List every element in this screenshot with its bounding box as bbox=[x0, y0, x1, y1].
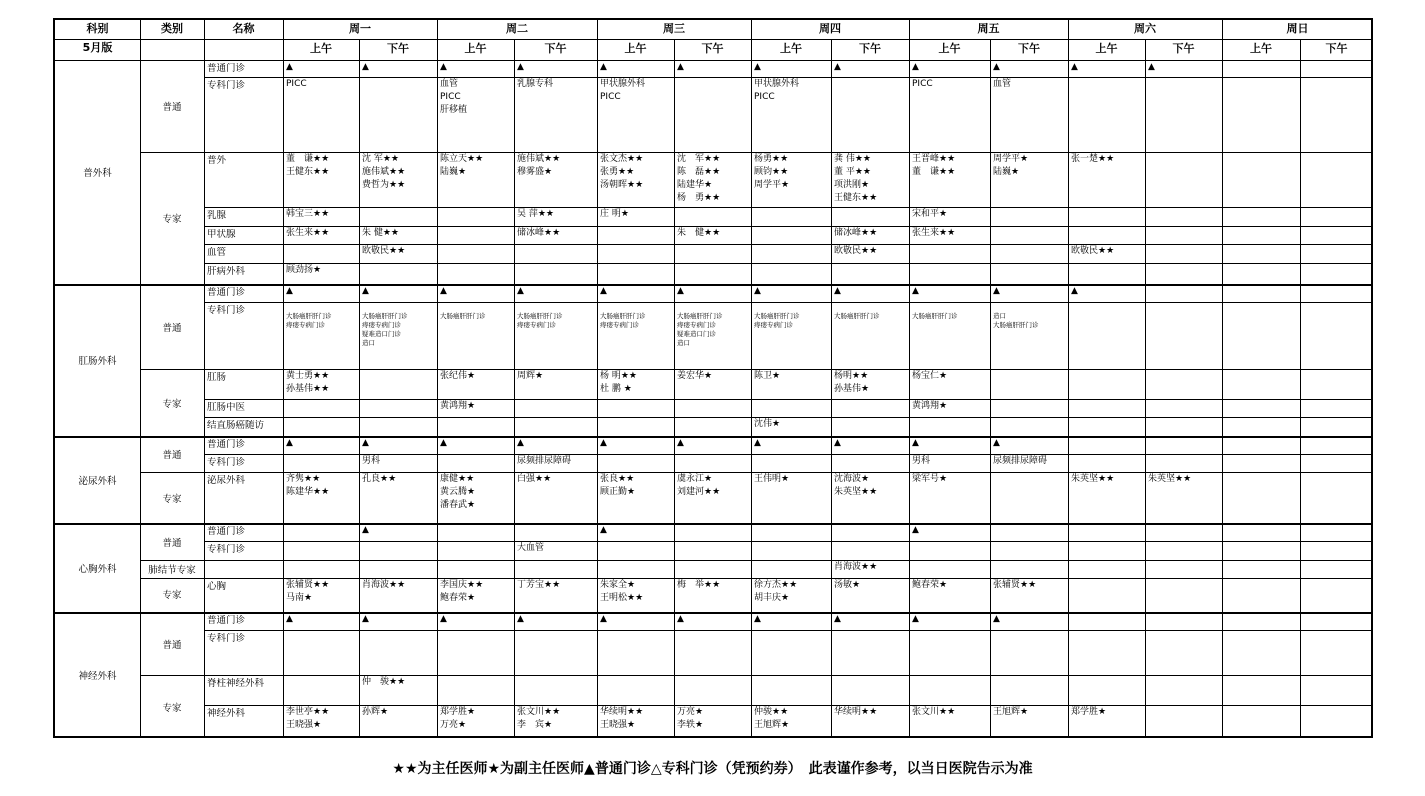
clinic-name: 专科门诊 bbox=[207, 633, 246, 644]
schedule-cell: 王晋峰★★ 董 谦★★ bbox=[912, 154, 956, 177]
schedule-cell: 肖海波★★ bbox=[362, 580, 406, 590]
schedule-cell: 吴 萍★★ bbox=[517, 209, 554, 219]
schedule-table bbox=[53, 18, 1373, 738]
schedule-cell: 欧敬民★★ bbox=[1071, 246, 1115, 256]
schedule-cell: ▲ bbox=[677, 438, 684, 448]
category-label: 专家 bbox=[162, 702, 182, 714]
schedule-cell: 王旭辉★ bbox=[993, 707, 1029, 717]
schedule-cell: 杨明★★ 孙基伟★ bbox=[834, 371, 870, 394]
schedule-cell: ▲ bbox=[993, 438, 1000, 448]
clinic-name: 专科门诊 bbox=[207, 305, 246, 316]
schedule-cell: ▲ bbox=[362, 525, 369, 535]
schedule-cell: 大肠癌肝肝门诊 痔瘘专病门诊 疑难造口门诊 造口 bbox=[362, 312, 408, 347]
schedule-cell: 血管 PICC 肝移植 bbox=[440, 79, 468, 115]
clinic-name: 专科门诊 bbox=[207, 544, 246, 555]
schedule-cell: ▲ bbox=[912, 614, 919, 624]
schedule-cell: 韩宝三★★ bbox=[286, 209, 330, 219]
header-version: 5月版 bbox=[82, 41, 113, 54]
schedule-cell: 沈 军★★ 施伟斌★★ 费哲为★★ bbox=[362, 154, 406, 190]
department-name: 普外科 bbox=[83, 168, 112, 179]
column-line bbox=[359, 39, 360, 738]
schedule-cell: ▲ bbox=[600, 525, 607, 535]
schedule-cell: 欧敬民★★ bbox=[362, 246, 406, 256]
category-label: 普通 bbox=[162, 322, 182, 334]
schedule-cell: ▲ bbox=[600, 62, 607, 72]
schedule-cell: 徐方杰★★ 胡丰庆★ bbox=[754, 580, 798, 603]
schedule-cell: ▲ bbox=[600, 614, 607, 624]
schedule-cell: 黄鸿翔★ bbox=[912, 401, 948, 411]
schedule-cell: ▲ bbox=[440, 62, 447, 72]
schedule-cell: ▲ bbox=[1148, 62, 1155, 72]
clinic-name: 甲状腺 bbox=[207, 229, 236, 240]
schedule-cell: 孙辉★ bbox=[362, 707, 389, 717]
category-label: 肺结节专家 bbox=[148, 565, 196, 576]
schedule-cell: 张文川★★ 李 宾★ bbox=[517, 707, 561, 730]
schedule-cell: 张生来★★ bbox=[286, 228, 330, 238]
column-line bbox=[1145, 39, 1146, 738]
schedule-cell: 尿频排尿障碍 bbox=[993, 456, 1048, 466]
am-header: 上午 bbox=[1095, 42, 1118, 55]
pm-header: 下午 bbox=[701, 42, 724, 55]
day-header: 周一 bbox=[349, 22, 371, 35]
schedule-cell: 宋和平★ bbox=[912, 209, 948, 219]
column-line bbox=[1300, 39, 1301, 738]
schedule-cell: 尿频排尿障碍 bbox=[517, 456, 572, 466]
schedule-cell: ▲ bbox=[834, 62, 841, 72]
schedule-cell: 顾劲扬★ bbox=[286, 265, 322, 275]
department-name: 神经外科 bbox=[78, 671, 117, 682]
schedule-cell: 梁军号★ bbox=[912, 474, 948, 484]
am-header: 上午 bbox=[938, 42, 961, 55]
schedule-cell: ▲ bbox=[993, 62, 1000, 72]
category-label: 普通 bbox=[162, 639, 182, 651]
pm-header: 下午 bbox=[387, 42, 409, 55]
schedule-cell: 万亮★ 李轶★ bbox=[677, 707, 704, 730]
am-header: 上午 bbox=[780, 42, 802, 55]
schedule-cell: 张文杰★★ 张勇★★ 汤朝晖★★ bbox=[600, 154, 644, 190]
schedule-cell: ▲ bbox=[440, 614, 447, 624]
schedule-cell: 郑学胜★ 万亮★ bbox=[440, 707, 476, 730]
clinic-name: 普通门诊 bbox=[207, 63, 246, 74]
clinic-name: 结直肠癌随访 bbox=[207, 420, 265, 431]
column-line bbox=[204, 20, 205, 738]
schedule-cell: 造口 大肠癌肝肝门诊 bbox=[993, 312, 1039, 329]
schedule-cell: 华续明★★ bbox=[834, 707, 878, 717]
category-label: 普通 bbox=[162, 450, 182, 461]
schedule-cell: 欧敬民★★ bbox=[834, 246, 878, 256]
schedule-cell: 张纪伟★ bbox=[440, 371, 476, 381]
schedule-cell: 乳腺专科 bbox=[517, 79, 554, 89]
header-name: 名称 bbox=[232, 22, 255, 35]
schedule-cell: 储冰峰★★ bbox=[517, 228, 561, 238]
schedule-cell: 大肠癌肝肝门诊 bbox=[912, 312, 958, 320]
schedule-cell: ▲ bbox=[362, 614, 369, 624]
schedule-cell: 朱英坚★★ bbox=[1071, 474, 1115, 484]
schedule-cell: ▲ bbox=[362, 438, 369, 448]
day-header: 周三 bbox=[663, 22, 685, 35]
clinic-name: 血管 bbox=[207, 247, 227, 258]
clinic-name: 心胸 bbox=[207, 581, 227, 592]
schedule-cell: 杨 明★★ 杜 鹏 ★ bbox=[600, 371, 637, 394]
schedule-cell: 张辅贤★★ 马南★ bbox=[286, 580, 330, 603]
am-header: 上午 bbox=[1250, 42, 1272, 55]
schedule-cell: 虞永江★ 刘建河★★ bbox=[677, 474, 721, 497]
day-header: 周五 bbox=[977, 22, 1000, 35]
schedule-cell: ▲ bbox=[834, 438, 841, 448]
clinic-name: 神经外科 bbox=[207, 708, 246, 719]
category-label: 普通 bbox=[162, 537, 182, 549]
schedule-cell: 姜宏华★ bbox=[677, 371, 713, 381]
schedule-cell: ▲ bbox=[286, 614, 293, 624]
schedule-cell: ▲ bbox=[754, 614, 761, 624]
schedule-cell: 大血管 bbox=[517, 543, 545, 553]
schedule-cell: ▲ bbox=[286, 286, 293, 296]
schedule-cell: ▲ bbox=[517, 62, 524, 72]
clinic-name: 专科门诊 bbox=[207, 457, 246, 468]
schedule-cell: ▲ bbox=[912, 62, 919, 72]
schedule-cell: 黄士勇★★ 孙基伟★★ bbox=[286, 371, 330, 394]
schedule-cell: ▲ bbox=[440, 286, 447, 296]
department-name: 肛肠外科 bbox=[78, 356, 117, 367]
schedule-cell: 张辅贤★★ bbox=[993, 580, 1037, 590]
schedule-cell: 沈伟★ bbox=[754, 419, 781, 429]
schedule-cell: 齐隽★★ 陈建华★★ bbox=[286, 474, 330, 497]
schedule-cell: 周辉★ bbox=[517, 371, 544, 381]
schedule-cell: ▲ bbox=[517, 614, 524, 624]
schedule-cell: 朱 健★★ bbox=[362, 228, 399, 238]
schedule-cell: 张一楚★★ bbox=[1071, 154, 1115, 164]
schedule-cell: 施伟斌★★ 穆雾盛★ bbox=[517, 154, 561, 177]
department-name: 泌尿外科 bbox=[78, 475, 117, 487]
schedule-cell: 大肠癌肝肝门诊 痔瘘专病门诊 疑难造口门诊 造口 bbox=[677, 312, 723, 347]
schedule-cell: 张文川★★ bbox=[912, 707, 956, 717]
category-label: 专家 bbox=[162, 214, 182, 225]
schedule-cell: 大肠癌肝肝门诊 痔瘘专病门诊 bbox=[517, 312, 563, 329]
day-header: 周二 bbox=[506, 22, 528, 35]
schedule-cell: 男科 bbox=[912, 456, 931, 466]
schedule-cell: 储冰峰★★ bbox=[834, 228, 878, 238]
schedule-cell: ▲ bbox=[993, 614, 1000, 624]
column-line bbox=[1068, 20, 1069, 738]
schedule-cell: 仲 骏★★ bbox=[362, 677, 406, 687]
schedule-cell: 陈立天★★ 陆巍★ bbox=[440, 154, 484, 177]
clinic-name: 专科门诊 bbox=[207, 80, 246, 91]
schedule-cell: 朱家全★ 王明松★★ bbox=[600, 580, 644, 603]
schedule-cell: 康健★★ 黄云腾★ 潘春武★ bbox=[440, 474, 476, 510]
schedule-cell: 甲状腺外科 PICC bbox=[754, 79, 800, 102]
department-name: 心胸外科 bbox=[78, 563, 117, 575]
clinic-name: 普通门诊 bbox=[207, 615, 246, 626]
clinic-name: 肛肠 bbox=[207, 372, 227, 383]
am-header: 上午 bbox=[310, 42, 332, 55]
schedule-cell: 杨勇★★ 顾钧★★ 周学平★ bbox=[754, 154, 790, 190]
schedule-cell: ▲ bbox=[754, 438, 761, 448]
clinic-name: 肝病外科 bbox=[207, 266, 246, 277]
schedule-cell: 仲骏★★ 王旭辉★ bbox=[754, 707, 790, 730]
schedule-cell: 汤敏★ bbox=[834, 580, 861, 590]
column-line bbox=[1222, 20, 1223, 738]
schedule-cell: 男科 bbox=[362, 456, 381, 466]
schedule-cell: 张生来★★ bbox=[912, 228, 956, 238]
clinic-name: 普通门诊 bbox=[207, 526, 246, 537]
legend-footer: ★★为主任医师★为副主任医师▲普通门诊△专科门诊（凭预约券） 此表谨作参考，以当日医院告示为准 bbox=[392, 761, 1033, 777]
schedule-cell: ▲ bbox=[1071, 286, 1078, 296]
schedule-cell: ▲ bbox=[754, 62, 761, 72]
pm-header: 下午 bbox=[1172, 42, 1195, 55]
schedule-cell: ▲ bbox=[677, 286, 684, 296]
schedule-cell: 董 谦★★ 王健东★★ bbox=[286, 154, 330, 177]
schedule-cell: 华续明★★ 王晓强★ bbox=[600, 707, 644, 730]
schedule-cell: 大肠癌肝肝门诊 痔瘘专病门诊 bbox=[754, 312, 800, 329]
pm-header: 下午 bbox=[1325, 42, 1348, 55]
category-label: 专家 bbox=[162, 590, 182, 601]
header-dept: 科别 bbox=[86, 22, 109, 35]
schedule-cell: 大肠癌肝肝门诊 bbox=[834, 312, 880, 320]
schedule-cell: PICC bbox=[912, 79, 933, 89]
schedule-cell: 庄 明★ bbox=[600, 209, 629, 219]
category-label: 专家 bbox=[162, 493, 182, 505]
pm-header: 下午 bbox=[1018, 42, 1040, 55]
schedule-cell: PICC bbox=[286, 79, 307, 89]
pm-header: 下午 bbox=[544, 42, 567, 55]
schedule-cell: ▲ bbox=[993, 286, 1000, 296]
day-header: 周六 bbox=[1134, 22, 1156, 35]
schedule-cell: ▲ bbox=[286, 438, 293, 448]
schedule-cell: 杨宝仁★ bbox=[912, 371, 948, 381]
schedule-cell: 丁芳宝★★ bbox=[517, 580, 561, 590]
schedule-cell: 大肠癌肝肝门诊 痔瘘专病门诊 bbox=[286, 312, 332, 329]
clinic-name: 普外 bbox=[207, 155, 227, 166]
schedule-cell: ▲ bbox=[912, 286, 919, 296]
schedule-cell: 张良★★ 顾正勤★ bbox=[600, 474, 636, 497]
schedule-cell: ▲ bbox=[677, 62, 684, 72]
day-header: 周四 bbox=[819, 22, 841, 35]
schedule-cell: ▲ bbox=[600, 286, 607, 296]
day-header: 周日 bbox=[1286, 22, 1309, 35]
schedule-cell: 沈海波★ 朱英坚★★ bbox=[834, 474, 878, 497]
schedule-cell: 周学平★ 陆巍★ bbox=[993, 154, 1029, 177]
schedule-cell: 李世亭★★ 王晓强★ bbox=[286, 707, 330, 730]
schedule-cell: ▲ bbox=[517, 286, 524, 296]
header-type: 类别 bbox=[161, 22, 183, 35]
schedule-cell: 孔良★★ bbox=[362, 474, 397, 484]
clinic-name: 脊柱神经外科 bbox=[207, 678, 265, 689]
schedule-cell: 鲍春荣★ bbox=[912, 580, 948, 590]
am-header: 上午 bbox=[464, 42, 487, 55]
clinic-name: 乳腺 bbox=[207, 210, 227, 221]
schedule-cell: 血管 bbox=[993, 79, 1012, 89]
clinic-name: 肛肠中医 bbox=[207, 402, 246, 413]
category-label: 普通 bbox=[162, 102, 182, 113]
pm-header: 下午 bbox=[859, 42, 881, 55]
schedule-cell: ▲ bbox=[834, 286, 841, 296]
clinic-name: 普通门诊 bbox=[207, 439, 246, 450]
schedule-cell: ▲ bbox=[286, 62, 293, 72]
clinic-name: 普通门诊 bbox=[207, 287, 246, 298]
schedule-cell: ▲ bbox=[912, 438, 919, 448]
schedule-cell: 龚 伟★★ 董 平★★ 项洪刚★ 王健东★★ bbox=[834, 154, 878, 203]
schedule-cell: ▲ bbox=[677, 614, 684, 624]
schedule-cell: 甲状腺外科 PICC bbox=[600, 79, 646, 102]
schedule-cell: ▲ bbox=[1071, 62, 1078, 72]
schedule-cell: 梅 举★★ bbox=[677, 580, 721, 590]
schedule-cell: 肖海波★★ bbox=[834, 562, 878, 572]
schedule-cell: ▲ bbox=[834, 614, 841, 624]
schedule-cell: 郑学胜★ bbox=[1071, 707, 1107, 717]
schedule-cell: 大肠癌肝肝门诊 痔瘘专病门诊 bbox=[600, 312, 646, 329]
clinic-name: 泌尿外科 bbox=[207, 475, 246, 486]
schedule-cell: ▲ bbox=[912, 525, 919, 535]
schedule-cell: 陈卫★ bbox=[754, 371, 781, 381]
schedule-cell: ▲ bbox=[440, 438, 447, 448]
category-label: 专家 bbox=[162, 398, 182, 410]
schedule-cell: 朱 健★★ bbox=[677, 228, 721, 238]
schedule-cell: 朱英坚★★ bbox=[1148, 474, 1192, 484]
schedule-cell: 大肠癌肝肝门诊 bbox=[440, 312, 486, 320]
schedule-cell: ▲ bbox=[362, 286, 369, 296]
schedule-cell: ▲ bbox=[754, 286, 761, 296]
schedule-cell: 王伟明★ bbox=[754, 474, 790, 484]
schedule-cell: 沈 军★★ 陈 磊★★ 陆建华★ 杨 勇★★ bbox=[677, 154, 721, 203]
schedule-cell: 黄鸿翔★ bbox=[440, 401, 476, 411]
schedule-cell: ▲ bbox=[362, 62, 369, 72]
schedule-cell: ▲ bbox=[517, 438, 524, 448]
am-header: 上午 bbox=[624, 42, 647, 55]
schedule-cell: ▲ bbox=[600, 438, 607, 448]
schedule-cell: 白强★★ bbox=[517, 474, 552, 484]
schedule-cell: 李国庆★★ 鲍春荣★ bbox=[440, 580, 484, 603]
